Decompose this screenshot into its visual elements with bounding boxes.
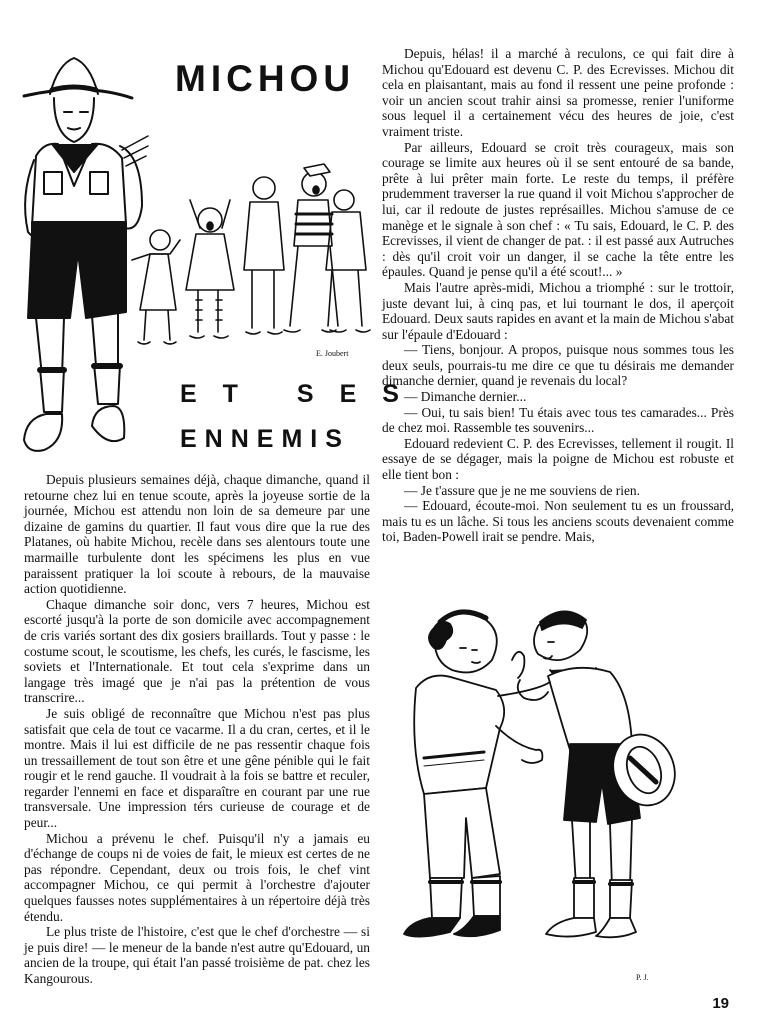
paragraph: — Edouard, écoute-moi. Non seulement tu es un froussard, mais tu es un lâche. Si tous les anciens scouts devenaient comme toi, Baden-Powell irait se pendre. Mais, <box>382 498 734 545</box>
paragraph: — Tiens, bonjour. A propos, puisque nous sommes tous les deux seuls, pourrais-tu me dire ce que tu désirais me demander dimanche dernier, quand je revenais du local? <box>382 342 734 389</box>
paragraph: Edouard redevient C. P. des Ecrevisses, tellement il rougit. Il essaye de se dégager, mais la poigne de Michou est robuste et elle tient bon : <box>382 435 734 483</box>
paragraph: Je suis obligé de reconnaître que Michou n'est pas plus satisfait que cela de tout ce vacarme. Il a du cran, certes, et il le montre. Mais il lui est difficile de ne pas ressentir chaque fois un tressaillement de tout son être et une gêne pénible qui le fait rougir et le rend gauche. Il voudrait à la fois se battre et reculer, regarder l'ennemi en face et disparaître en courant par une rue transversale. Une impression térs curieuse de courage et de peur... <box>24 705 370 831</box>
article-title-line2: ET SES <box>180 380 425 408</box>
paragraph: Mais l'autre après-midi, Michou a triomphé : sur le trottoir, juste devant lui, à cinq pas, et lui tournant le dos, il aperçoit Edouard. Deux sauts rapides en avant et la main de Michou s'abat sur l'épaule d'Edouard : <box>382 279 734 342</box>
illustration-signature: P. J. <box>636 973 649 982</box>
paragraph: Michou a prévenu le chef. Puisqu'il n'y a jamais eu d'échange de coups ni de voies de fait, le mieux est certes de ne pas répondre. Cependant, deux ou trois fois, le chef vint accompagner Michou, ce qui permit à l'orchestre d'ajouter quelques fausses notes supplémentaires à un répertoire déjà très étendu. <box>24 830 370 924</box>
article-column-left <box>24 472 370 987</box>
paragraph: Depuis, hélas! il a marché à reculons, ce qui fait dire à Michou qu'Edouard est devenu C. P. des Ecrevisses. Michou dit cela en plaisantant, mais au fond il ressent une peine profonde : voir un ancien scout trahir ainsi sa promesse, renier l'uniforme sous lequel il a certainement vécu des heures de joie, c'est vraiment triste. <box>382 46 734 139</box>
article-column-right <box>382 46 734 545</box>
paragraph: — Dimanche dernier... <box>404 389 527 405</box>
article-title: MICHOU <box>175 58 356 99</box>
paragraph: — Oui, tu sais bien! Tu étais avec tous tes camarades... Près de chez moi. Rassemble tes souvenirs... <box>382 404 734 436</box>
jeering-kids-illustration <box>118 160 376 360</box>
paragraph: — Je t'assure que je ne me souviens de rien. <box>404 482 640 498</box>
page-number: 19 <box>712 995 729 1012</box>
paragraph: Le plus triste de l'histoire, c'est que le chef d'orchestre — si je puis dire! — le meneur de la bande n'est autre qu'Edouard, un ancien de la troupe, qui était l'an passé troisième de pat. chez les Kangourous. <box>24 924 370 986</box>
paragraph: Par ailleurs, Edouard se croit très courageux, mais son courage se limite aux heures où il se sent entouré de sa bande, prête à lui prêter main forte. Le reste du temps, il préfère prudemment traverser la rue quand il voit Michou s'approcher de lui, car il redoute de justes représailles. Michou s'amuse de ce manège et le signale à son chef : « Tu sais, Edouard, le C. P. des Ecrevisses, il vient de changer de pat. : il est passé aux Autruches : dès qu'il croit voir un danger, il se cache la tête entre les épaules. Quand je pense qu'il a été scout!... » <box>382 139 734 280</box>
article-title-line3: ENNEMIS <box>180 425 350 453</box>
illustration-signature: E. Joubert <box>316 349 349 358</box>
confrontation-illustration <box>400 598 690 986</box>
paragraph: Chaque dimanche soir donc, vers 7 heures, Michou est escorté jusqu'à la porte de son domicile avec accompagnement de cris variés sortant des dix gosiers braillards. Tout y passe : le costume scout, le scoutisme, les chefs, les curés, le fascisme, les soviets et l'Internationale. Et tout cela s'exprime dans un langage très imagé que je n'ai pas la prétention de vous transcrire... <box>24 596 370 706</box>
paragraph: Depuis plusieurs semaines déjà, chaque dimanche, quand il retourne chez lui en tenue scoute, après la joyeuse sortie de la journée, Michou est attendu non loin de sa demeure par une dizaine de gamins du quartier. Il faut vous dire que la rue des Platanes, où habite Michou, recèle dans ses alentours toute une marmaille turbulente dont les spécimens les plus en vue paraissent pratiquer la loi scoute à rebours, de la mauvaise action quotidienne. <box>24 472 370 597</box>
